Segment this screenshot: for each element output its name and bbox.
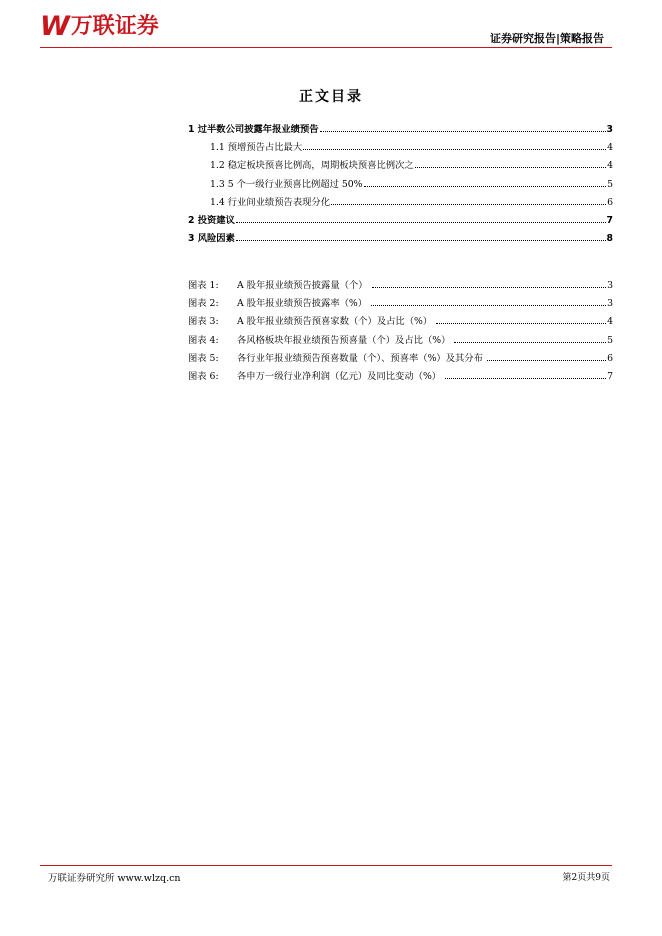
figure-page: 7 [607, 370, 613, 382]
toc-entry-text: 1.1 预增预告占比最大 [210, 142, 303, 154]
toc-entry[interactable] [188, 176, 613, 194]
toc-entry[interactable] [188, 157, 613, 175]
dot-leader [436, 323, 606, 324]
figure-label: 图表 2: [188, 298, 219, 310]
figure-page: 3 [607, 280, 613, 291]
figure-caption: A 股年报业绩预告披露率（%） [237, 298, 368, 310]
toc-entry-page: 7 [606, 214, 613, 226]
footer-source: 万联证券研究所 www.wlzq.cn [48, 873, 181, 884]
dot-leader [445, 378, 606, 379]
logo-text: 万联证券 [70, 13, 159, 39]
dot-leader [331, 204, 606, 205]
figure-caption: 各风格板块年报业绩预告预喜量（个）及占比（%） [237, 334, 451, 346]
page-title: 正文目录 [299, 89, 363, 105]
toc-entry-text: 1.4 行业间业绩预告表现分化 [210, 196, 331, 208]
header-rule [40, 47, 612, 48]
toc-entry-page: 5 [607, 178, 613, 190]
dot-leader [415, 167, 606, 168]
toc-entry[interactable] [188, 212, 613, 230]
toc-entry[interactable] [188, 139, 613, 157]
report-type: 证券研究报告|策略报告 [489, 32, 604, 45]
toc-entry-page: 4 [607, 142, 613, 154]
figure-page: 4 [607, 316, 613, 328]
figure-entry[interactable] [188, 350, 613, 368]
toc-entry-text: 3 风险因素 [188, 233, 235, 245]
dot-leader [454, 342, 606, 343]
toc-entry-text: 1.3 5 个一级行业预喜比例超过 50% [210, 178, 363, 190]
toc-entry[interactable] [188, 194, 613, 212]
figure-caption: A 股年报业绩预告披露量（个） [237, 280, 368, 291]
figure-caption: 各申万一级行业净利润（亿元）及同比变动（%） [237, 370, 442, 382]
toc-entry-page: 3 [606, 124, 613, 135]
toc-entry-text: 2 投资建议 [188, 214, 235, 226]
figure-entry[interactable] [188, 295, 613, 313]
figure-label: 图表 4: [188, 334, 219, 346]
toc-entry[interactable] [188, 230, 613, 248]
dot-leader [487, 360, 606, 361]
figure-caption: 各行业年报业绩预告预喜数量（个）、预喜率（%）及其分布 [237, 352, 483, 364]
dot-leader [303, 149, 606, 150]
figure-entry[interactable] [188, 277, 613, 295]
toc-entry-page: 4 [607, 160, 613, 172]
dot-leader [236, 240, 606, 241]
figure-entry[interactable] [188, 332, 613, 350]
dot-leader [236, 222, 606, 223]
page-header [0, 0, 662, 60]
dot-leader [372, 287, 607, 288]
figure-page: 3 [607, 298, 613, 310]
toc-entry-text: 1.2 稳定板块预喜比例高，周期板块预喜比例次之 [210, 160, 414, 172]
figure-caption: A 股年报业绩预告预喜家数（个）及占比（%） [237, 316, 433, 328]
logo-mark: W [40, 11, 68, 42]
toc-entry-page: 8 [606, 233, 613, 245]
toc-entry[interactable] [188, 121, 613, 139]
figure-entry[interactable] [188, 313, 613, 331]
footer-rule [40, 865, 612, 866]
figure-list [188, 277, 613, 386]
figure-label: 图表 3: [188, 316, 219, 328]
figure-entry[interactable] [188, 368, 613, 386]
figure-label: 图表 1: [188, 280, 219, 291]
figure-page: 6 [607, 352, 613, 364]
page-number: 第2页共9页 [562, 873, 610, 883]
toc-entry-page: 6 [607, 196, 613, 208]
company-logo [40, 13, 159, 40]
figure-label: 图表 5: [188, 352, 219, 364]
dot-leader [320, 131, 606, 132]
table-of-contents [188, 121, 613, 248]
toc-entry-text: 1 过半数公司披露年报业绩预告 [188, 124, 319, 135]
dot-leader [364, 186, 607, 187]
figure-page: 5 [607, 334, 613, 346]
dot-leader [371, 305, 606, 306]
figure-label: 图表 6: [188, 370, 219, 382]
